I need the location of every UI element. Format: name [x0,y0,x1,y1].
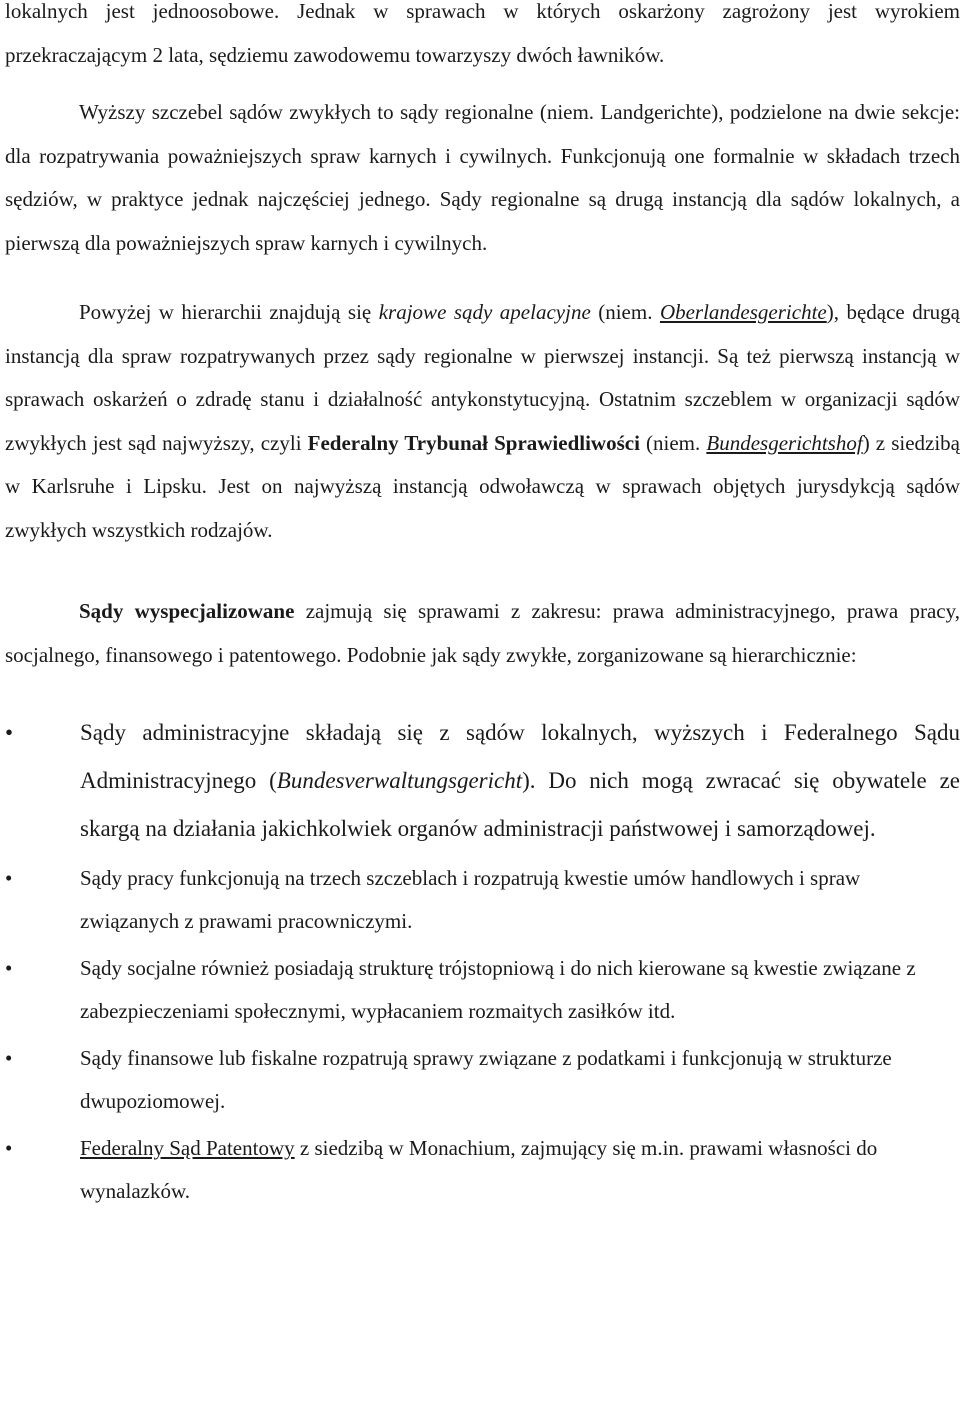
paragraph-sady-wyspecjalizowane [5,590,960,677]
bullet-icon: • [5,1136,13,1160]
list-item-sady-pracy [5,857,960,943]
document-page [5,0,960,1213]
italic-term-bundesverwaltungsgericht: Bundesverwaltungsgericht [276,768,523,793]
list-item-sady-administracyjne [5,709,960,853]
text-run: ). Do nich mogą zwracać się obywatele ze skargą na działania jakichkolwiek organów administracji państwowej i samorządowej. [80,768,960,841]
text-run: Sądy socjalne również posiadają strukturę trójstopniową i do nich kierowane są kwestie związane z zabezpieczeniami społecznymi, wypłacaniem rozmaitych zasiłków itd. [80,956,916,1023]
text-run: (niem. [590,300,660,324]
text-run: Sądy administracyjne składają się z sądów lokalnych, wyższych i Federalnego Sądu Administracyjnego ( [80,720,960,793]
link-oberlandesgerichte[interactable] [660,300,827,324]
paragraph-sady-apelacyjne [5,291,960,552]
link-oberlandesgerichte-label: Oberlandesgerichte [659,300,827,324]
text-run: Powyżej w hierarchii znajdują się [79,300,379,324]
text-run: ), będące drugą instancją dla spraw rozpatrywanych przez sądy regionalne w pierwszej instancji. Są też pierwszą instancją w sprawach oskarżeń o zdradę stanu i działalność antykonstytucyjną. Ostatnim szczeblem w organizacji sądów zwykłych jest sąd najwyższy, czyli [5,300,960,455]
list-item-sad-patentowy [5,1127,960,1213]
bullet-icon: • [5,866,13,890]
link-bundesgerichtshof-label: Bundesgerichtshof [706,430,863,455]
text-run: z siedzibą w Monachium, zajmujący się m.in. prawami własności do wynalazków. [80,1136,878,1203]
text-run: zajmują się sprawami z zakresu: prawa administracyjnego, prawa pracy, socjalnego, finansowego i patentowego. Podobnie jak sądy zwykłe, zorganizowane są hierarchicznie: [5,599,960,667]
text-run: ) z siedzibą w Karlsruhe i Lipsku. Jest on najwyższą instancją odwoławczą w sprawach objętych jurysdykcją sądów zwykłych wszystkich rodzajów. [5,430,960,542]
text-run: Sądy finansowe lub fiskalne rozpatrują sprawy związane z podatkami i funkcjonują w strukturze dwupoziomowej. [80,1046,892,1113]
link-bundesgerichtshof[interactable] [706,431,862,455]
bold-term-federalny-trybunal: Federalny Trybunał Sprawiedliwości [307,430,640,455]
list-item-sady-socjalne [5,947,960,1033]
bullet-icon: • [5,1046,13,1070]
link-federalny-sad-patentowy[interactable]: Federalny Sąd Patentowy [80,1136,295,1160]
paragraph-lokalnych: lokalnych jest jednoosobowe. Jednak w sprawach w których oskarżony zagrożony jest wyrokiem przekraczającym 2 lata, sędziemu zawodowemu towarzyszy dwóch ławników. [5,0,960,67]
bold-term-sady-wyspecjalizowane: Sądy wyspecjalizowane [79,599,295,623]
specialized-courts-list [5,709,960,1213]
italic-term-krajowe-sady-apelacyjne: krajowe sądy apelacyjne [378,300,591,324]
bullet-icon: • [5,956,13,980]
text-run: (niem. [639,430,707,455]
paragraph-sady-regionalne: Wyższy szczebel sądów zwykłych to sądy regionalne (niem. Landgerichte), podzielone na dwie sekcje: dla rozpatrywania poważniejszych spraw karnych i cywilnych. Funkcjonują one formalnie w składach trzech sędziów, w praktyce jednak najczęściej jednego. Sądy regionalne są drugą instancją dla sądów lokalnych, a pierwszą dla poważniejszych spraw karnych i cywilnych. [5,100,960,255]
list-item-sady-finansowe [5,1037,960,1123]
text-run: Sądy pracy funkcjonują na trzech szczeblach i rozpatrują kwestie umów handlowych i spraw związanych z prawami pracowniczymi. [80,866,861,933]
bullet-icon: • [5,720,14,745]
